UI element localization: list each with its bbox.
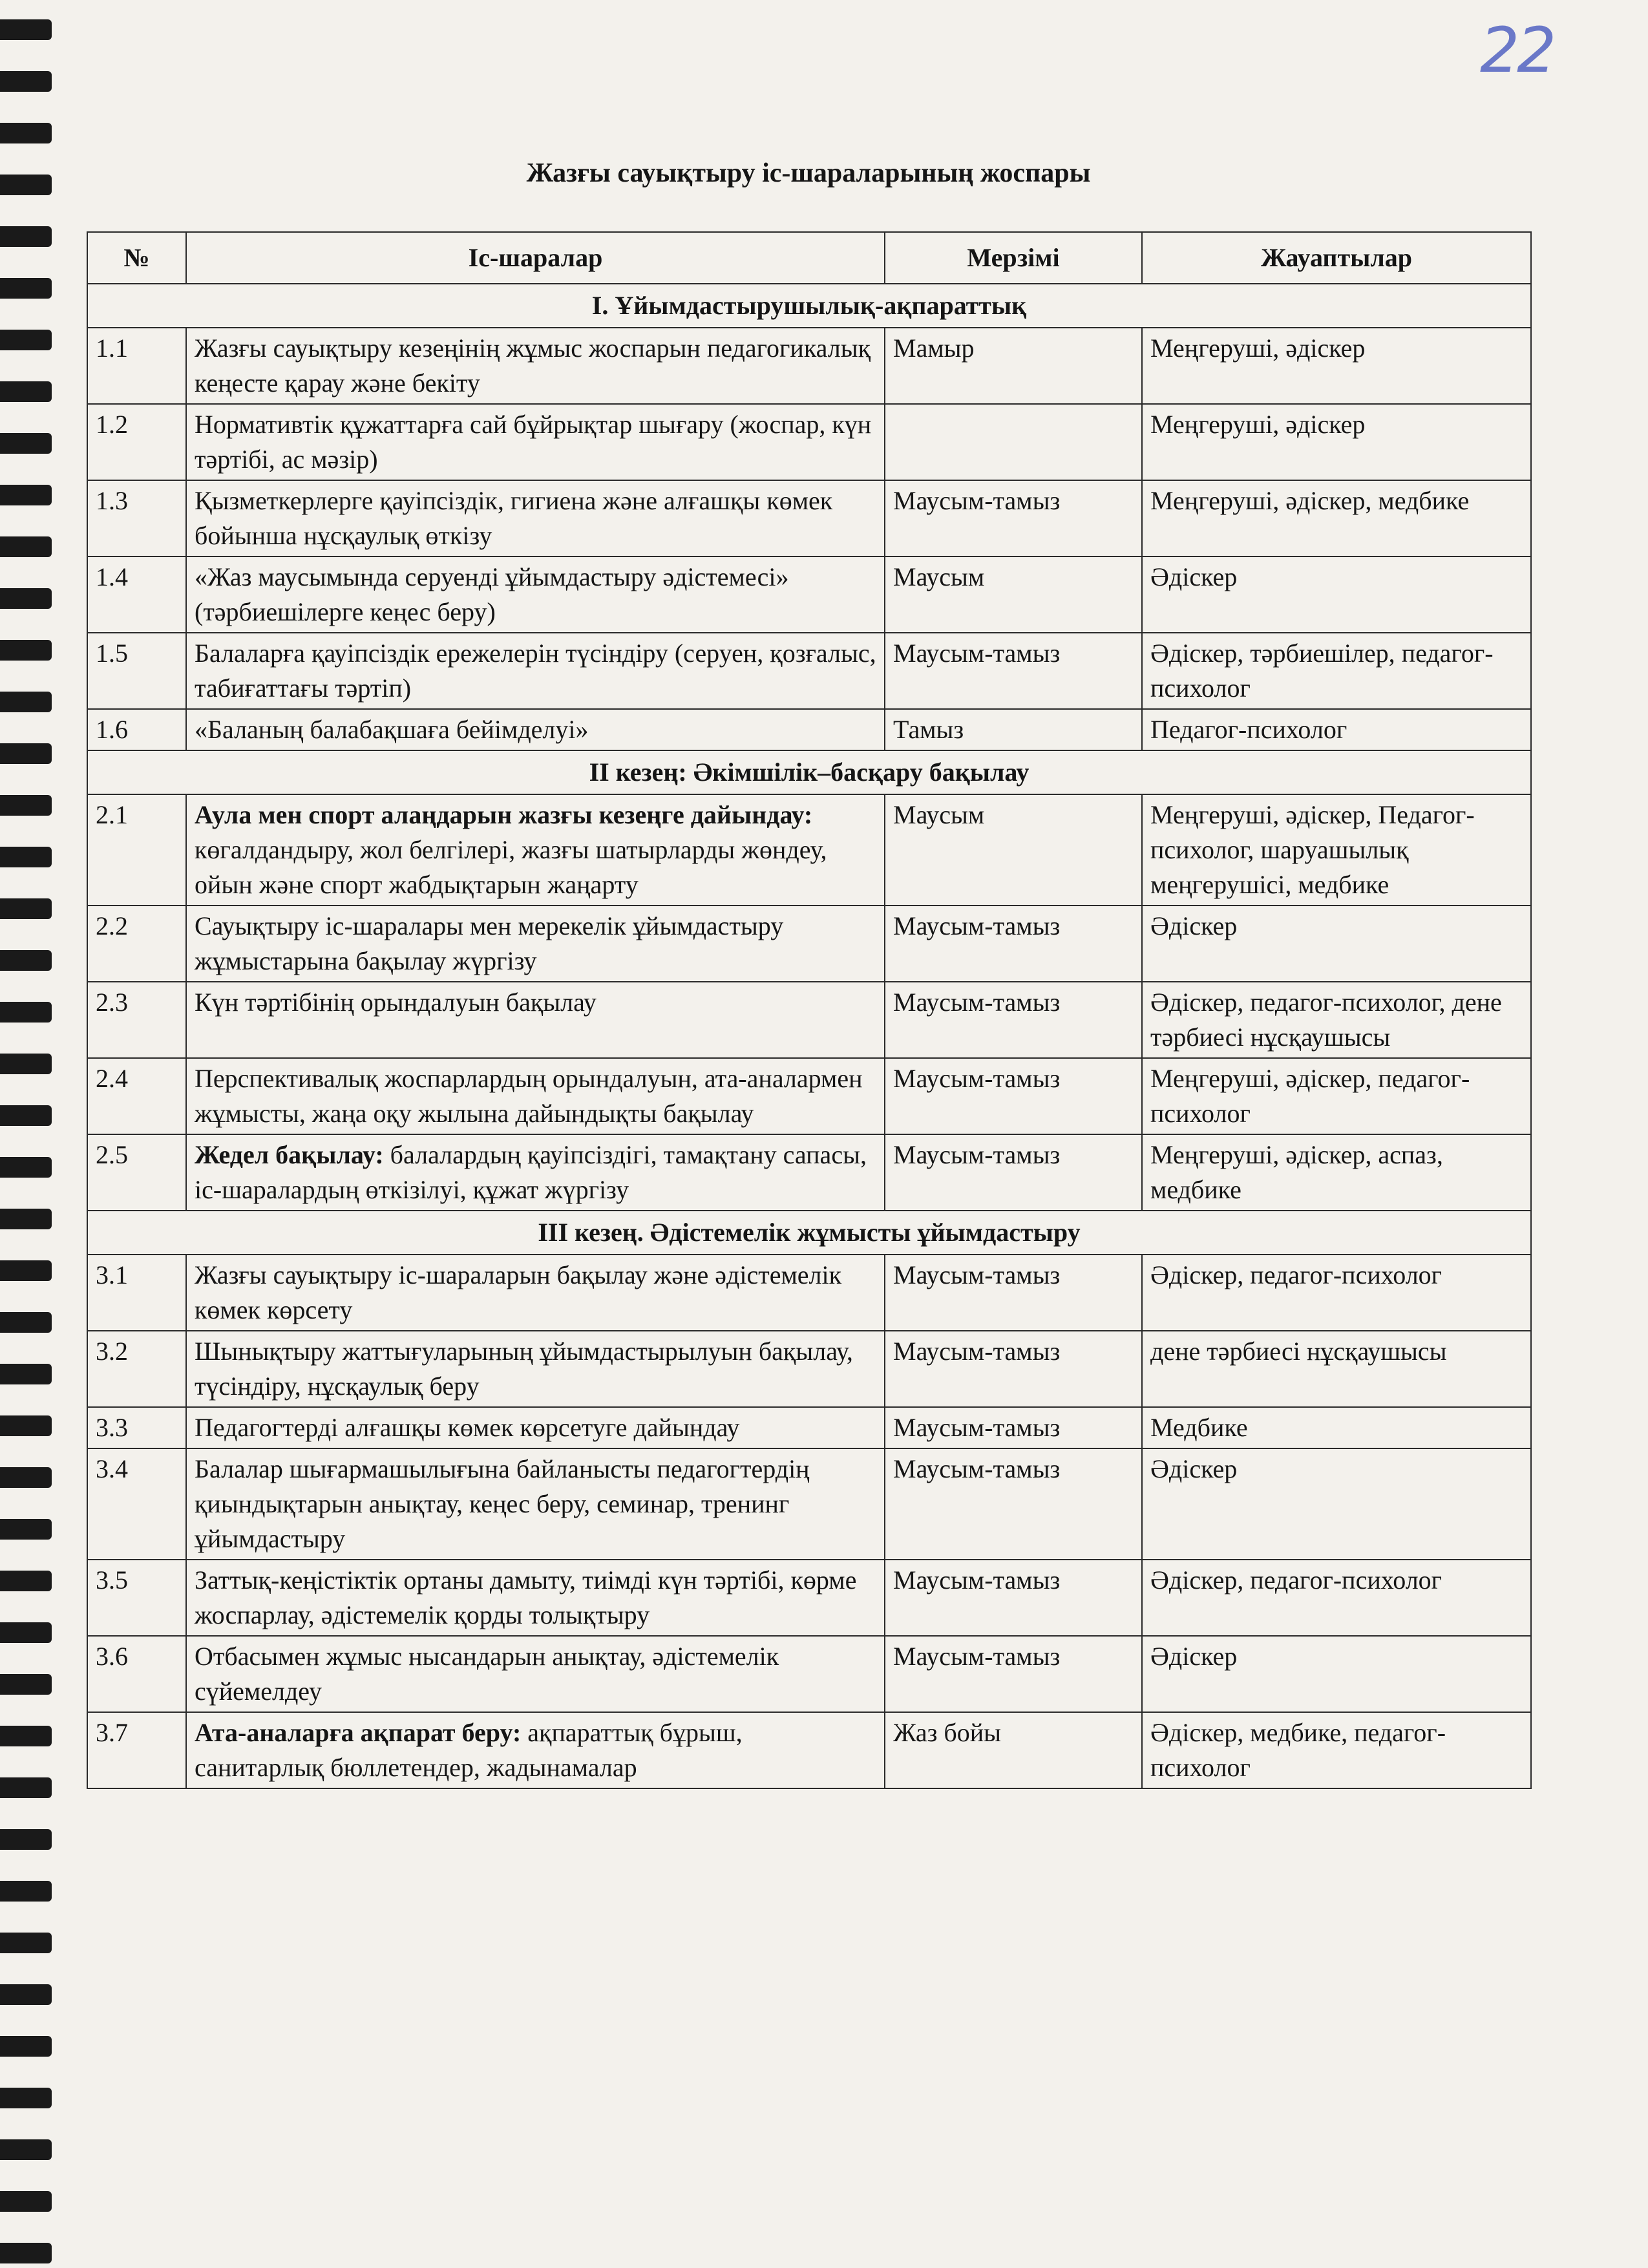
activity-text: Жазғы сауықтыру іс-шараларын бақылау және әдістемелік көмек көрсету xyxy=(195,1260,842,1324)
binding-ring xyxy=(0,1933,52,1953)
row-number: 1.2 xyxy=(87,404,186,480)
deadline-cell: Тамыз xyxy=(885,709,1142,750)
column-header-activities: Іс-шаралар xyxy=(186,232,885,284)
activity-text: Перспективалық жоспарлардың орындалуын, ата-аналармен жұмысты, жаңа оқу жылына дайындықты бақылау xyxy=(195,1064,863,1128)
section-row xyxy=(87,750,1531,794)
section-row xyxy=(87,284,1531,328)
activity-text: Балалар шығармашылығына байланысты педагогтердің қиындықтарын анықтау, кеңес беру, семинар, тренинг ұйымдастыру xyxy=(195,1454,810,1553)
binding-ring xyxy=(0,433,52,454)
activity-cell xyxy=(186,480,885,556)
table-row xyxy=(87,906,1531,982)
binding-ring xyxy=(0,175,52,195)
binding-ring xyxy=(0,330,52,350)
deadline-cell: Маусым-тамыз xyxy=(885,1255,1142,1331)
binding-ring xyxy=(0,1364,52,1384)
table-header-row xyxy=(87,232,1531,284)
table-row xyxy=(87,1058,1531,1134)
activity-cell xyxy=(186,1058,885,1134)
binding-ring xyxy=(0,2088,52,2108)
activity-text: Балаларға қауіпсіздік ережелерін түсіндіру (серуен, қозғалыс, табиғаттағы тәртіп) xyxy=(195,639,876,703)
activity-cell xyxy=(186,404,885,480)
binding-ring xyxy=(0,485,52,505)
responsible-cell: Әдіскер xyxy=(1142,906,1531,982)
activity-text: Қызметкерлерге қауіпсіздік, гигиена және алғашқы көмек бойынша нұсқаулық өткізу xyxy=(195,486,833,550)
activity-text: ақпараттық бұрыш, санитарлық бюллетендер, жадынамалар xyxy=(195,1718,743,1782)
activity-text: «Баланың балабақшаға бейімделуі» xyxy=(195,715,589,744)
responsible-cell: Әдіскер xyxy=(1142,556,1531,633)
table-row xyxy=(87,709,1531,750)
responsible-cell: Әдіскер, тәрбиешілер, педагог-психолог xyxy=(1142,633,1531,709)
table-row xyxy=(87,1134,1531,1211)
binding-ring xyxy=(0,1157,52,1178)
deadline-cell: Маусым-тамыз xyxy=(885,480,1142,556)
activity-cell xyxy=(186,556,885,633)
binding-ring xyxy=(0,1984,52,2005)
row-number: 2.2 xyxy=(87,906,186,982)
table-row xyxy=(87,1448,1531,1560)
row-number: 1.6 xyxy=(87,709,186,750)
deadline-cell: Маусым xyxy=(885,556,1142,633)
responsible-cell: Әдіскер xyxy=(1142,1636,1531,1712)
table-row xyxy=(87,1407,1531,1448)
table-row xyxy=(87,1255,1531,1331)
binding-ring xyxy=(0,1209,52,1229)
responsible-cell: Меңгеруші, әдіскер, педагог-психолог xyxy=(1142,1058,1531,1134)
table-row xyxy=(87,1331,1531,1407)
section-row xyxy=(87,1211,1531,1255)
deadline-cell: Маусым-тамыз xyxy=(885,1134,1142,1211)
binding-ring xyxy=(0,1002,52,1023)
responsible-cell: Әдіскер, медбике, педагог-психолог xyxy=(1142,1712,1531,1788)
deadline-cell: Маусым-тамыз xyxy=(885,1560,1142,1636)
plan-table xyxy=(87,231,1532,1789)
deadline-cell: Жаз бойы xyxy=(885,1712,1142,1788)
deadline-cell: Маусым-тамыз xyxy=(885,633,1142,709)
binding-ring xyxy=(0,795,52,816)
responsible-cell: Әдіскер, педагог-психолог xyxy=(1142,1560,1531,1636)
row-number: 1.1 xyxy=(87,328,186,404)
row-number: 1.4 xyxy=(87,556,186,633)
activity-text: Нормативтік құжаттарға сай бұйрықтар шығару (жоспар, күн тәртібі, ас мәзір) xyxy=(195,410,872,474)
binding-ring xyxy=(0,1881,52,1902)
activity-text: «Жаз маусымында серуенді ұйымдастыру әдістемесі» (тәрбиешілерге кеңес беру) xyxy=(195,562,789,626)
binding-ring xyxy=(0,1777,52,1798)
binding-ring xyxy=(0,123,52,143)
responsible-cell: Әдіскер, педагог-психолог xyxy=(1142,1255,1531,1331)
activity-cell xyxy=(186,1448,885,1560)
activity-cell xyxy=(186,1407,885,1448)
activity-cell xyxy=(186,1255,885,1331)
responsible-cell: Меңгеруші, әдіскер xyxy=(1142,404,1531,480)
deadline-cell: Мамыр xyxy=(885,328,1142,404)
row-number: 3.2 xyxy=(87,1331,186,1407)
activity-cell xyxy=(186,794,885,906)
row-number: 2.1 xyxy=(87,794,186,906)
activity-cell xyxy=(186,1134,885,1211)
activity-cell xyxy=(186,328,885,404)
responsible-cell: Педагог-психолог xyxy=(1142,709,1531,750)
table-row xyxy=(87,1560,1531,1636)
column-header-number: № xyxy=(87,232,186,284)
binding-ring xyxy=(0,1726,52,1746)
binding-ring xyxy=(0,1674,52,1695)
binding-ring xyxy=(0,692,52,712)
binding-ring xyxy=(0,1312,52,1333)
activity-text: Отбасымен жұмыс нысандарын анықтау, әдістемелік сүйемелдеу xyxy=(195,1642,779,1706)
deadline-cell: Маусым-тамыз xyxy=(885,1407,1142,1448)
handwritten-page-number: 22 xyxy=(1480,14,1554,87)
activity-cell xyxy=(186,633,885,709)
binding-ring xyxy=(0,278,52,299)
binding-ring xyxy=(0,2243,52,2263)
binding-ring xyxy=(0,71,52,92)
activity-text: Сауықтыру іс-шаралары мен мерекелік ұйымдастыру жұмыстарына бақылау жүргізу xyxy=(195,911,784,975)
binding-ring xyxy=(0,19,52,40)
column-header-deadline: Мерзімі xyxy=(885,232,1142,284)
binding-ring xyxy=(0,1415,52,1436)
activity-text: Заттық-кеңістіктік ортаны дамыту, тиімді күн тәртібі, көрме жоспарлау, әдістемелік қорды толықтыру xyxy=(195,1565,857,1629)
responsible-cell: Медбике xyxy=(1142,1407,1531,1448)
row-number: 3.3 xyxy=(87,1407,186,1448)
deadline-cell: Маусым-тамыз xyxy=(885,1636,1142,1712)
activity-text: Күн тәртібінің орындалуын бақылау xyxy=(195,988,597,1017)
activity-lead: Ата-аналарға ақпарат беру: xyxy=(195,1718,522,1747)
binding-ring xyxy=(0,1519,52,1540)
table-row xyxy=(87,1636,1531,1712)
binding-ring xyxy=(0,1829,52,1850)
row-number: 1.5 xyxy=(87,633,186,709)
table-row xyxy=(87,404,1531,480)
activity-cell xyxy=(186,906,885,982)
activity-text: Педагогтерді алғашқы көмек көрсетуге дайындау xyxy=(195,1413,740,1442)
deadline-cell: Маусым-тамыз xyxy=(885,1331,1142,1407)
section-title: І. Ұйымдастырушылық-ақпараттық xyxy=(87,284,1531,328)
binding-ring xyxy=(0,1260,52,1281)
section-title: ІІ кезең: Әкімшілік–басқару бақылау xyxy=(87,750,1531,794)
row-number: 3.1 xyxy=(87,1255,186,1331)
activity-cell xyxy=(186,1636,885,1712)
row-number: 1.3 xyxy=(87,480,186,556)
activity-text: Шынықтыру жаттығуларының ұйымдастырылуын бақылау, түсіндіру, нұсқаулық беру xyxy=(195,1337,853,1401)
binding-ring xyxy=(0,588,52,609)
responsible-cell: Әдіскер xyxy=(1142,1448,1531,1560)
row-number: 3.5 xyxy=(87,1560,186,1636)
spiral-binding xyxy=(0,0,71,2268)
row-number: 3.4 xyxy=(87,1448,186,1560)
binding-ring xyxy=(0,2139,52,2160)
document-title: Жазғы сауықтыру іс-шараларының жоспары xyxy=(526,158,1091,188)
responsible-cell: Меңгеруші, әдіскер, медбике xyxy=(1142,480,1531,556)
deadline-cell xyxy=(885,404,1142,480)
activity-lead: Жедел бақылау: xyxy=(195,1140,384,1169)
activity-cell xyxy=(186,982,885,1058)
activity-cell xyxy=(186,1560,885,1636)
activity-cell xyxy=(186,1712,885,1788)
column-header-responsible: Жауаптылар xyxy=(1142,232,1531,284)
binding-ring xyxy=(0,640,52,661)
binding-ring xyxy=(0,950,52,971)
row-number: 2.3 xyxy=(87,982,186,1058)
table-row xyxy=(87,328,1531,404)
binding-ring xyxy=(0,1571,52,1591)
binding-ring xyxy=(0,847,52,867)
deadline-cell: Маусым-тамыз xyxy=(885,1058,1142,1134)
deadline-cell: Маусым-тамыз xyxy=(885,1448,1142,1560)
row-number: 2.5 xyxy=(87,1134,186,1211)
binding-ring xyxy=(0,2191,52,2212)
section-title: ІІІ кезең. Әдістемелік жұмысты ұйымдастыру xyxy=(87,1211,1531,1255)
responsible-cell: Меңгеруші, әдіскер, аспаз, медбике xyxy=(1142,1134,1531,1211)
row-number: 3.7 xyxy=(87,1712,186,1788)
row-number: 3.6 xyxy=(87,1636,186,1712)
binding-ring xyxy=(0,536,52,557)
table-row xyxy=(87,480,1531,556)
responsible-cell: Меңгеруші, әдіскер xyxy=(1142,328,1531,404)
binding-ring xyxy=(0,381,52,402)
activity-cell xyxy=(186,1331,885,1407)
binding-ring xyxy=(0,2036,52,2057)
deadline-cell: Маусым xyxy=(885,794,1142,906)
responsible-cell: дене тәрбиесі нұсқаушысы xyxy=(1142,1331,1531,1407)
binding-ring xyxy=(0,1054,52,1074)
activity-cell xyxy=(186,709,885,750)
table-row xyxy=(87,556,1531,633)
binding-ring xyxy=(0,1622,52,1643)
binding-ring xyxy=(0,898,52,919)
activity-text: Жазғы сауықтыру кезеңінің жұмыс жоспарын педагогикалық кеңесте қарау және бекіту xyxy=(195,334,871,397)
binding-ring xyxy=(0,743,52,764)
row-number: 2.4 xyxy=(87,1058,186,1134)
binding-ring xyxy=(0,226,52,247)
binding-ring xyxy=(0,1467,52,1488)
table-row xyxy=(87,633,1531,709)
table-row xyxy=(87,794,1531,906)
table-row xyxy=(87,1712,1531,1788)
table-row xyxy=(87,982,1531,1058)
binding-ring xyxy=(0,1105,52,1126)
deadline-cell: Маусым-тамыз xyxy=(885,906,1142,982)
activity-text: көгалдандыру, жол белгілері, жазғы шатырларды жөндеу, ойын және спорт жабдықтарын жаңарту xyxy=(195,835,827,899)
activity-lead: Аула мен спорт алаңдарын жазғы кезеңге дайындау: xyxy=(195,800,813,829)
responsible-cell: Әдіскер, педагог-психолог, дене тәрбиесі нұсқаушысы xyxy=(1142,982,1531,1058)
deadline-cell: Маусым-тамыз xyxy=(885,982,1142,1058)
activity-text: балалардың қауіпсіздігі, тамақтану сапасы, іс-шаралардың өткізілуі, құжат жүргізу xyxy=(195,1140,867,1204)
responsible-cell: Меңгеруші, әдіскер, Педагог-психолог, шаруашылық меңгерушісі, медбике xyxy=(1142,794,1531,906)
